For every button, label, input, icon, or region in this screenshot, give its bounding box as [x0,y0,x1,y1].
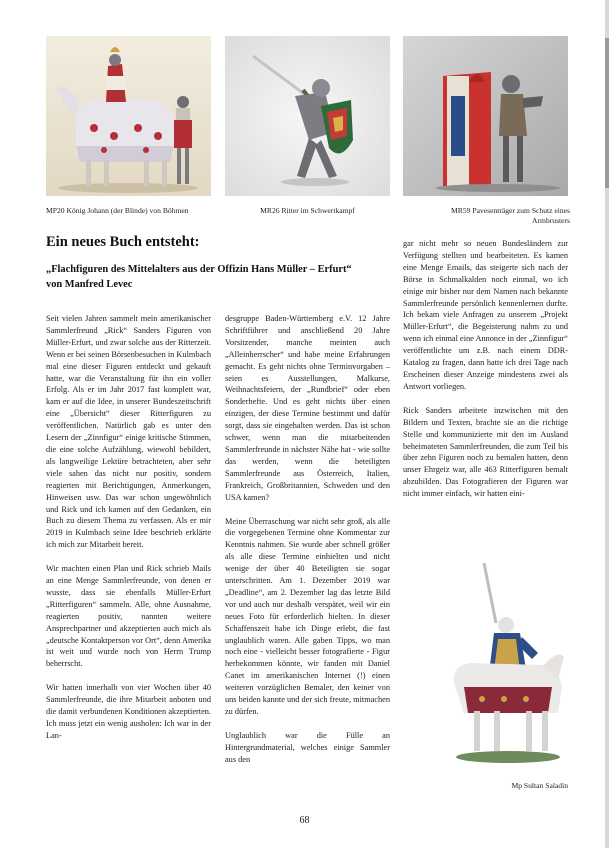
article-subtitle-title: „Flachfiguren des Mittelalters aus der Offizin Hans Müller – Erfurt“ [46,264,352,275]
paragraph: Meine Überraschung war nicht sehr groß, als alle die vorgegebenen Termine ohne Kommentar zur Kenntnis nahmen. Sie wurde aber schnell größer als alle diese Termine einhielten und nicht wenige der über 40 Beteiligten sie sogar unterschritten. Am 1. Dezember 2019 war „Deadline“, am 2. Dezember lag das letzte Bild vor und auch nur deshalb verspätet, weil wir ein neues Foto für erforderlich hielten. In dieser Schaffenszeit habe ich Dinge erlebt, die fast unglaublich waren. Alle gaben Tipps, wo man noch eine - vielleicht besser fotografierte - Figur herbekommen könnte, wir fanden mit Daniel Canet im amerikanischen Internet (!) einen weiteren vorzüglichen Bemaler, den keiner von uns beiden kannte und der sich freute, mitmachen zu dürfen. [225,516,390,716]
page-number: 68 [299,815,310,826]
article-column-2 [225,313,390,778]
caption-mp20: MP20 König Johann (der Blinde) von Böhmen [46,206,189,215]
paragraph: Rick Sanders arbeitete inzwischen mit den Bildern und Texten, brachte sie an die richtige Stelle und kommunizierte mit den im Ausland beheimateten Sammlerfreunden, die zum Teil bis über zehn Figuren noch zu bemalen hatten, denn unser Ehrgeiz war, alle 463 Ritterfiguren bemalt abzubilden. Das Fotografieren der Figuren war nicht immer einfach, wir hatten eini- [403,405,568,499]
article-author: von Manfred Levec [46,279,133,290]
photo-sultan-saladin [434,553,574,771]
photo-mr26-ritter-schwertkampf [225,36,390,196]
photo-mp20-koenig-johann [46,36,211,196]
paragraph: Unglaublich war die Fülle an Hintergrundmaterial, welches einige Sammler aus den [225,730,390,764]
article-subtitle [46,262,396,292]
caption-mr59: MR59 Pavesenträger zum Schutz eines Armbrusters [451,206,570,225]
paragraph: desgruppe Baden-Württemberg e.V. 12 Jahre Schriftführer und anschließend 20 Jahre Vorsitzender, manche meinten auch „Alleinherrscher“ und habe meine Erfahrungen gemacht. Es geht nichts ohne Terminvorgaben – seien es Ausstellungen, Malkurse, Weihnachtsfeiern, der „Rundbrief“ oder eben Sonderhefte. Und es geht nichts über einen einzigen, der diese Termine bestimmt und dafür sorgt, dass sie eingehalten werden. Das ist schon schwer, wenn man die mitarbeitenden Sammlerfreunde in nächster Nähe hat - wie sollte das werden, wenn die beteiligten Sammlerfreunde aus Österreich, Italien, Frankreich, Großbritannien, Schweden und den USA kamen? [225,314,390,502]
page-edge-strip [605,0,609,848]
photo-mr59-pavesentraeger [403,36,568,196]
page-edge-marker [605,38,609,188]
caption-mr26: MR26 Ritter im Schwertkampf [260,206,355,215]
paragraph: Seit vielen Jahren sammelt mein amerikanischer Sammlerfreund „Rick“ Sanders Figuren von Müller-Erfurt, und zwar solche aus der Ritterzeit. Wenn er bei seinen Börsenbesuchen in Kulmbach mal eine dieser Figuren entdeckt und gekauft hatte, war die Veranstaltung für ihn ein voller Erfolg. Als er im Jahr 2017 fast komplett war, kam er auf die Idee, in unserer Bundeszeitschrift eine „Übersicht“ dieser Ritterfiguren zu veröffentlichen. Natürlich gab es unter den Lesern der „Zinnfigur“ einige kritische Stimmen, die eine solche Aufzählung, wiewohl bebildert, als langweilige Lektüre betrachteten, aber sehr viele sahen das nicht nur positiv, sondern reagierten mit Berichtigungen, Anmerkungen, Hinweisen usw. Das war schon ungewöhnlich und Rick und ich kamen auf den Gedanken, ein Buch zu diesem Thema zu verfassen. Als er mir 2019 in Kulmbach seine Idee beschrieb erklärte ich mich zur Mitarbeit bereit. [46,314,211,550]
article-column-1 [46,313,211,754]
article-column-3 [403,238,568,512]
caption-saladin: Mp Sultan Saladin [511,781,568,790]
paragraph: Wir hatten innerhalb von vier Wochen über 40 Sammlerfreunde, die ihre Mitarbeit anboten und die damit verbundenen Konditionen akzeptierten. Ich muss jetzt ein wenig ausholen: Ich war in der Lan- [46,683,211,740]
paragraph: gar nicht mehr so neuen Bundesländern zur Verfügung stellten und bearbeiteten. Es kamen eine Menge Emails, das steigerte sich nach der Börse in Schmalkalden noch einmal, wo ich einige mir bisher nur dem Namen nach bekannte Sammlerfreunde persönlich kennenlernen durfte. Ich bekam viele Anfragen zu unserem „Projekt Müller-Erfurt“, die Begeisterung nahm zu und wenn ich einmal eine Annonce in der „Zinnfigur“ veröffentlichte um z.B. nach einem DDR-Katalog zu fragen, dann hatte ich drei Tage nach Erscheinen dieser Anzeige mindestens zwei als Antwort vorliegen. [403,239,568,391]
article-headline: Ein neues Buch entsteht: [46,234,200,250]
paragraph: Wir machten einen Plan und Rick schrieb Mails an eine Menge Sammlerfreunde, von denen er wusste, dass sie ebenfalls Müller-Erfurt „Ritterfiguren“ sammeln. Alle, ohne Ausnahme, reagierten positiv, nannten weitere Ansprechpartner und akzeptierten auch mich als „deutsche Kontaktperson vor Ort“, denn Amerika ist weit und wurde noch von Herrn Trump beherrscht. [46,564,211,669]
